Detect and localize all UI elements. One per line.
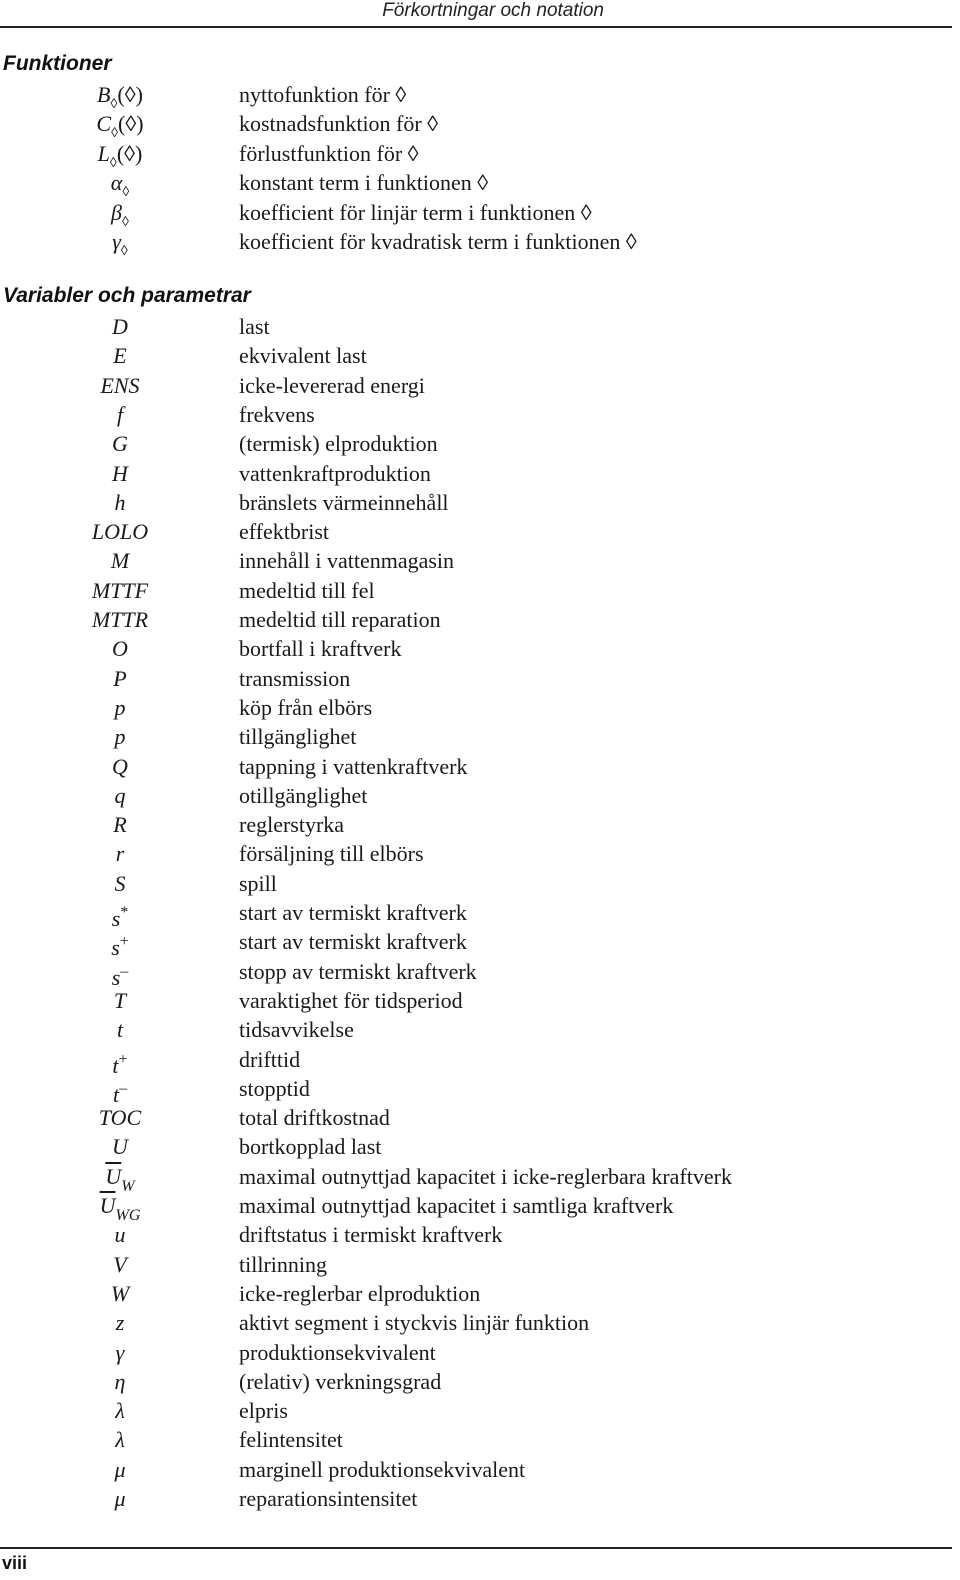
notation-row <box>0 1045 960 1078</box>
symbol-subscript: ◊ <box>122 185 130 201</box>
symbol-subscript: ◊ <box>122 214 129 230</box>
symbol-superscript: + <box>119 933 129 951</box>
notation-row <box>0 1425 960 1454</box>
notation-row <box>0 517 960 546</box>
notation-description: maximal outnyttjad kapacitet i icke-reglerbara kraftverk <box>239 1163 732 1189</box>
notation-symbol <box>60 488 180 517</box>
notation-row <box>0 1455 960 1484</box>
notation-description: effektbrist <box>239 519 330 545</box>
symbol-subscript: WG <box>115 1207 141 1224</box>
symbol-base: Q <box>112 753 128 779</box>
notation-description: medeltid till reparation <box>239 607 441 632</box>
symbol-superscript: * <box>120 904 129 921</box>
notation-row <box>0 139 960 171</box>
notation-row <box>0 781 960 810</box>
notation-row <box>0 1103 960 1132</box>
notation-row <box>0 839 960 868</box>
symbol-base: U <box>112 1134 128 1160</box>
notation-row <box>0 634 960 663</box>
notation-description: maximal outnyttjad kapacitet i samtliga kraftverk <box>239 1193 674 1218</box>
notation-row <box>0 810 960 839</box>
symbol-base: MTTR <box>91 607 149 632</box>
notation-row <box>0 1250 960 1279</box>
notation-description: reparationsintensitet <box>239 1486 418 1511</box>
symbol-base: H <box>112 460 128 486</box>
notation-symbol <box>60 1367 180 1396</box>
symbol-argument: (◊) <box>118 111 144 137</box>
section-title-functions: Funktioner <box>3 52 112 75</box>
notation-row <box>0 605 960 634</box>
notation-symbol <box>60 1279 180 1308</box>
notation-description: icke-reglerbar elproduktion <box>239 1280 481 1306</box>
notation-row <box>0 80 960 112</box>
symbol-subscript: ◊ <box>110 97 118 112</box>
symbol-base: p <box>114 694 126 720</box>
notation-symbol <box>60 227 180 266</box>
notation-description: tidsavvikelse <box>239 1017 354 1043</box>
notation-symbol <box>60 986 180 1015</box>
symbol-base: q <box>114 782 126 808</box>
symbol-base: C <box>96 111 112 137</box>
symbol-base: t <box>112 1052 119 1078</box>
notation-description: bortfall i kraftverk <box>239 636 402 662</box>
notation-row <box>0 576 960 605</box>
notation-symbol <box>60 869 180 898</box>
notation-description: stopp av termiskt kraftverk <box>239 958 477 984</box>
notation-row <box>0 1484 960 1513</box>
notation-description: bränslets värmeinnehåll <box>239 489 449 515</box>
symbol-base: s <box>111 964 121 990</box>
notation-symbol <box>60 312 180 341</box>
notation-description: transmission <box>239 665 351 691</box>
notation-row <box>0 1338 960 1367</box>
notation-symbol <box>60 546 180 575</box>
notation-description: elpris <box>239 1398 288 1424</box>
notation-row <box>0 1308 960 1337</box>
notation-symbol <box>60 664 180 693</box>
notation-symbol <box>60 1220 180 1249</box>
notation-description: felintensitet <box>239 1427 343 1453</box>
notation-description: tillgänglighet <box>239 724 357 750</box>
notation-symbol <box>60 1132 180 1161</box>
symbol-base: B <box>97 82 111 107</box>
symbol-base: z <box>115 1310 125 1336</box>
notation-description: tappning i vattenkraftverk <box>239 753 468 779</box>
notation-row <box>0 1396 960 1425</box>
notation-description: konstant term i funktionen ◊ <box>239 170 489 196</box>
symbol-base: MTTF <box>91 577 149 603</box>
symbol-base: η <box>114 1368 126 1394</box>
notation-description: icke-levererad energi <box>239 372 425 398</box>
notation-description: koefficient för kvadratisk term i funktionen ◊ <box>239 229 637 254</box>
symbol-base: s <box>111 906 121 931</box>
notation-symbol <box>60 1338 180 1367</box>
notation-row <box>0 1074 960 1107</box>
symbol-base: G <box>112 431 128 457</box>
notation-symbol <box>60 1308 180 1337</box>
symbol-base: t <box>116 1017 124 1043</box>
notation-row <box>0 1191 960 1224</box>
notation-symbol <box>60 1396 180 1425</box>
notation-row <box>0 898 960 931</box>
notation-description: aktivt segment i styckvis linjär funktion <box>239 1310 590 1336</box>
symbol-base: p <box>114 724 126 750</box>
symbol-base: γ <box>112 229 121 254</box>
notation-symbol <box>60 459 180 488</box>
symbol-argument: (◊) <box>116 140 143 166</box>
notation-row <box>0 1132 960 1161</box>
notation-row <box>0 429 960 458</box>
header-rule <box>0 26 952 28</box>
notation-description: start av termiskt kraftverk <box>239 929 467 955</box>
notation-symbol <box>60 839 180 868</box>
notation-description: koefficient för linjär term i funktionen ◊ <box>239 199 592 225</box>
symbol-superscript: – <box>119 1079 128 1097</box>
notation-description: varaktighet för tidsperiod <box>239 987 463 1013</box>
symbol-base: μ <box>114 1486 126 1511</box>
notation-description: innehåll i vattenmagasin <box>239 548 455 574</box>
symbol-base: λ <box>115 1398 125 1424</box>
notation-description: otillgänglighet <box>239 782 368 808</box>
notation-symbol <box>60 634 180 663</box>
header-title: Förkortningar och notation <box>382 0 604 21</box>
notation-row <box>0 986 960 1015</box>
symbol-base: β <box>111 199 123 225</box>
notation-row <box>0 1162 960 1195</box>
notation-row <box>0 752 960 781</box>
notation-row <box>0 664 960 693</box>
notation-description: stopptid <box>239 1075 310 1101</box>
notation-row <box>0 546 960 575</box>
notation-row <box>0 927 960 961</box>
symbol-base: s <box>111 935 120 961</box>
notation-description: frekvens <box>239 401 315 427</box>
notation-symbol <box>60 752 180 781</box>
symbol-base: D <box>112 314 128 339</box>
notation-row <box>0 227 960 259</box>
symbol-base: TOC <box>98 1105 142 1131</box>
symbol-base: W <box>110 1280 130 1306</box>
notation-description: total driftkostnad <box>239 1105 390 1131</box>
notation-description: (relativ) verkningsgrad <box>239 1368 442 1394</box>
notation-description: försäljning till elbörs <box>239 841 424 867</box>
notation-row <box>0 198 960 230</box>
notation-row <box>0 869 960 898</box>
notation-description: reglerstyrka <box>239 812 345 838</box>
notation-row <box>0 341 960 370</box>
symbol-superscript: – <box>120 962 129 980</box>
symbol-base: E <box>113 343 127 369</box>
section-title-variables: Variabler och parametrar <box>3 284 251 307</box>
symbol-base: f <box>116 401 124 427</box>
symbol-base: V <box>113 1251 127 1277</box>
symbol-base: T <box>113 987 127 1013</box>
notation-symbol <box>60 722 180 751</box>
symbol-base: r <box>115 841 125 867</box>
notation-row <box>0 722 960 751</box>
notation-description: kostnadsfunktion för ◊ <box>239 111 439 137</box>
notation-row <box>0 459 960 488</box>
notation-symbol <box>60 1484 180 1513</box>
page-number: viii <box>2 1553 28 1573</box>
symbol-argument: (◊) <box>117 82 143 107</box>
notation-description: köp från elbörs <box>239 694 373 720</box>
notation-description: marginell produktionsekvivalent <box>239 1456 526 1482</box>
symbol-base: ENS <box>100 372 140 398</box>
symbol-base: α <box>110 170 123 196</box>
notation-symbol <box>60 1103 180 1132</box>
notation-row <box>0 312 960 341</box>
symbol-base: R <box>113 812 127 838</box>
notation-symbol <box>60 1250 180 1279</box>
notation-row <box>0 488 960 517</box>
notation-description: start av termiskt kraftverk <box>239 900 467 925</box>
notation-symbol <box>60 400 180 429</box>
notation-symbol <box>60 517 180 546</box>
notation-symbol <box>60 1425 180 1454</box>
symbol-base: O <box>112 636 128 662</box>
notation-description: bortkopplad last <box>239 1134 382 1160</box>
notation-description: last <box>239 314 270 339</box>
symbol-base: u <box>114 1222 126 1248</box>
running-header <box>0 0 960 28</box>
symbol-superscript: + <box>118 1050 128 1068</box>
symbol-base: P <box>113 665 127 691</box>
notation-description: vattenkraftproduktion <box>239 460 431 486</box>
notation-symbol <box>60 371 180 400</box>
notation-row <box>0 957 960 990</box>
notation-description: förlustfunktion för ◊ <box>239 140 419 166</box>
notation-symbol <box>60 1015 180 1044</box>
notation-row <box>0 168 960 201</box>
notation-row <box>0 693 960 722</box>
symbol-base: t <box>112 1081 120 1107</box>
notation-description: spill <box>239 870 277 896</box>
notation-symbol <box>60 605 180 634</box>
notation-row <box>0 371 960 400</box>
notation-symbol <box>60 781 180 810</box>
symbol-base: L <box>97 140 110 166</box>
notation-description: (termisk) elproduktion <box>239 431 438 457</box>
symbol-base: $\overline{U}$ <box>99 1193 116 1218</box>
symbol-base: $\overline{U}$ <box>105 1163 122 1189</box>
notation-symbol <box>60 429 180 458</box>
symbol-base: λ <box>115 1427 125 1453</box>
notation-row <box>0 1279 960 1308</box>
notation-row <box>0 1367 960 1396</box>
notation-description: driftstatus i termiskt kraftverk <box>239 1222 503 1248</box>
symbol-subscript: ◊ <box>111 126 119 142</box>
symbol-base: h <box>114 489 126 515</box>
notation-row <box>0 400 960 429</box>
notation-symbol <box>60 1455 180 1484</box>
symbol-base: M <box>110 548 130 574</box>
symbol-subscript: ◊ <box>109 155 117 171</box>
notation-description: ekvivalent last <box>239 343 367 369</box>
notation-description: tillrinning <box>239 1251 327 1277</box>
notation-row <box>0 1015 960 1044</box>
symbol-base: γ <box>115 1339 125 1365</box>
notation-symbol <box>60 576 180 605</box>
symbol-base: LOLO <box>91 519 149 545</box>
symbol-subscript: ◊ <box>120 244 128 259</box>
notation-symbol <box>60 341 180 370</box>
notation-symbol <box>60 810 180 839</box>
notation-description: nyttofunktion för ◊ <box>239 82 407 107</box>
footer-rule <box>0 1547 952 1549</box>
notation-symbol <box>60 693 180 722</box>
notation-description: produktionsekvivalent <box>239 1339 436 1365</box>
notation-description: medeltid till fel <box>239 577 375 603</box>
symbol-subscript: W <box>121 1177 135 1195</box>
notation-row <box>0 109 960 142</box>
notation-row <box>0 1220 960 1249</box>
symbol-base: S <box>114 870 126 896</box>
symbol-base: μ <box>114 1456 126 1482</box>
notation-description: drifttid <box>239 1046 301 1072</box>
